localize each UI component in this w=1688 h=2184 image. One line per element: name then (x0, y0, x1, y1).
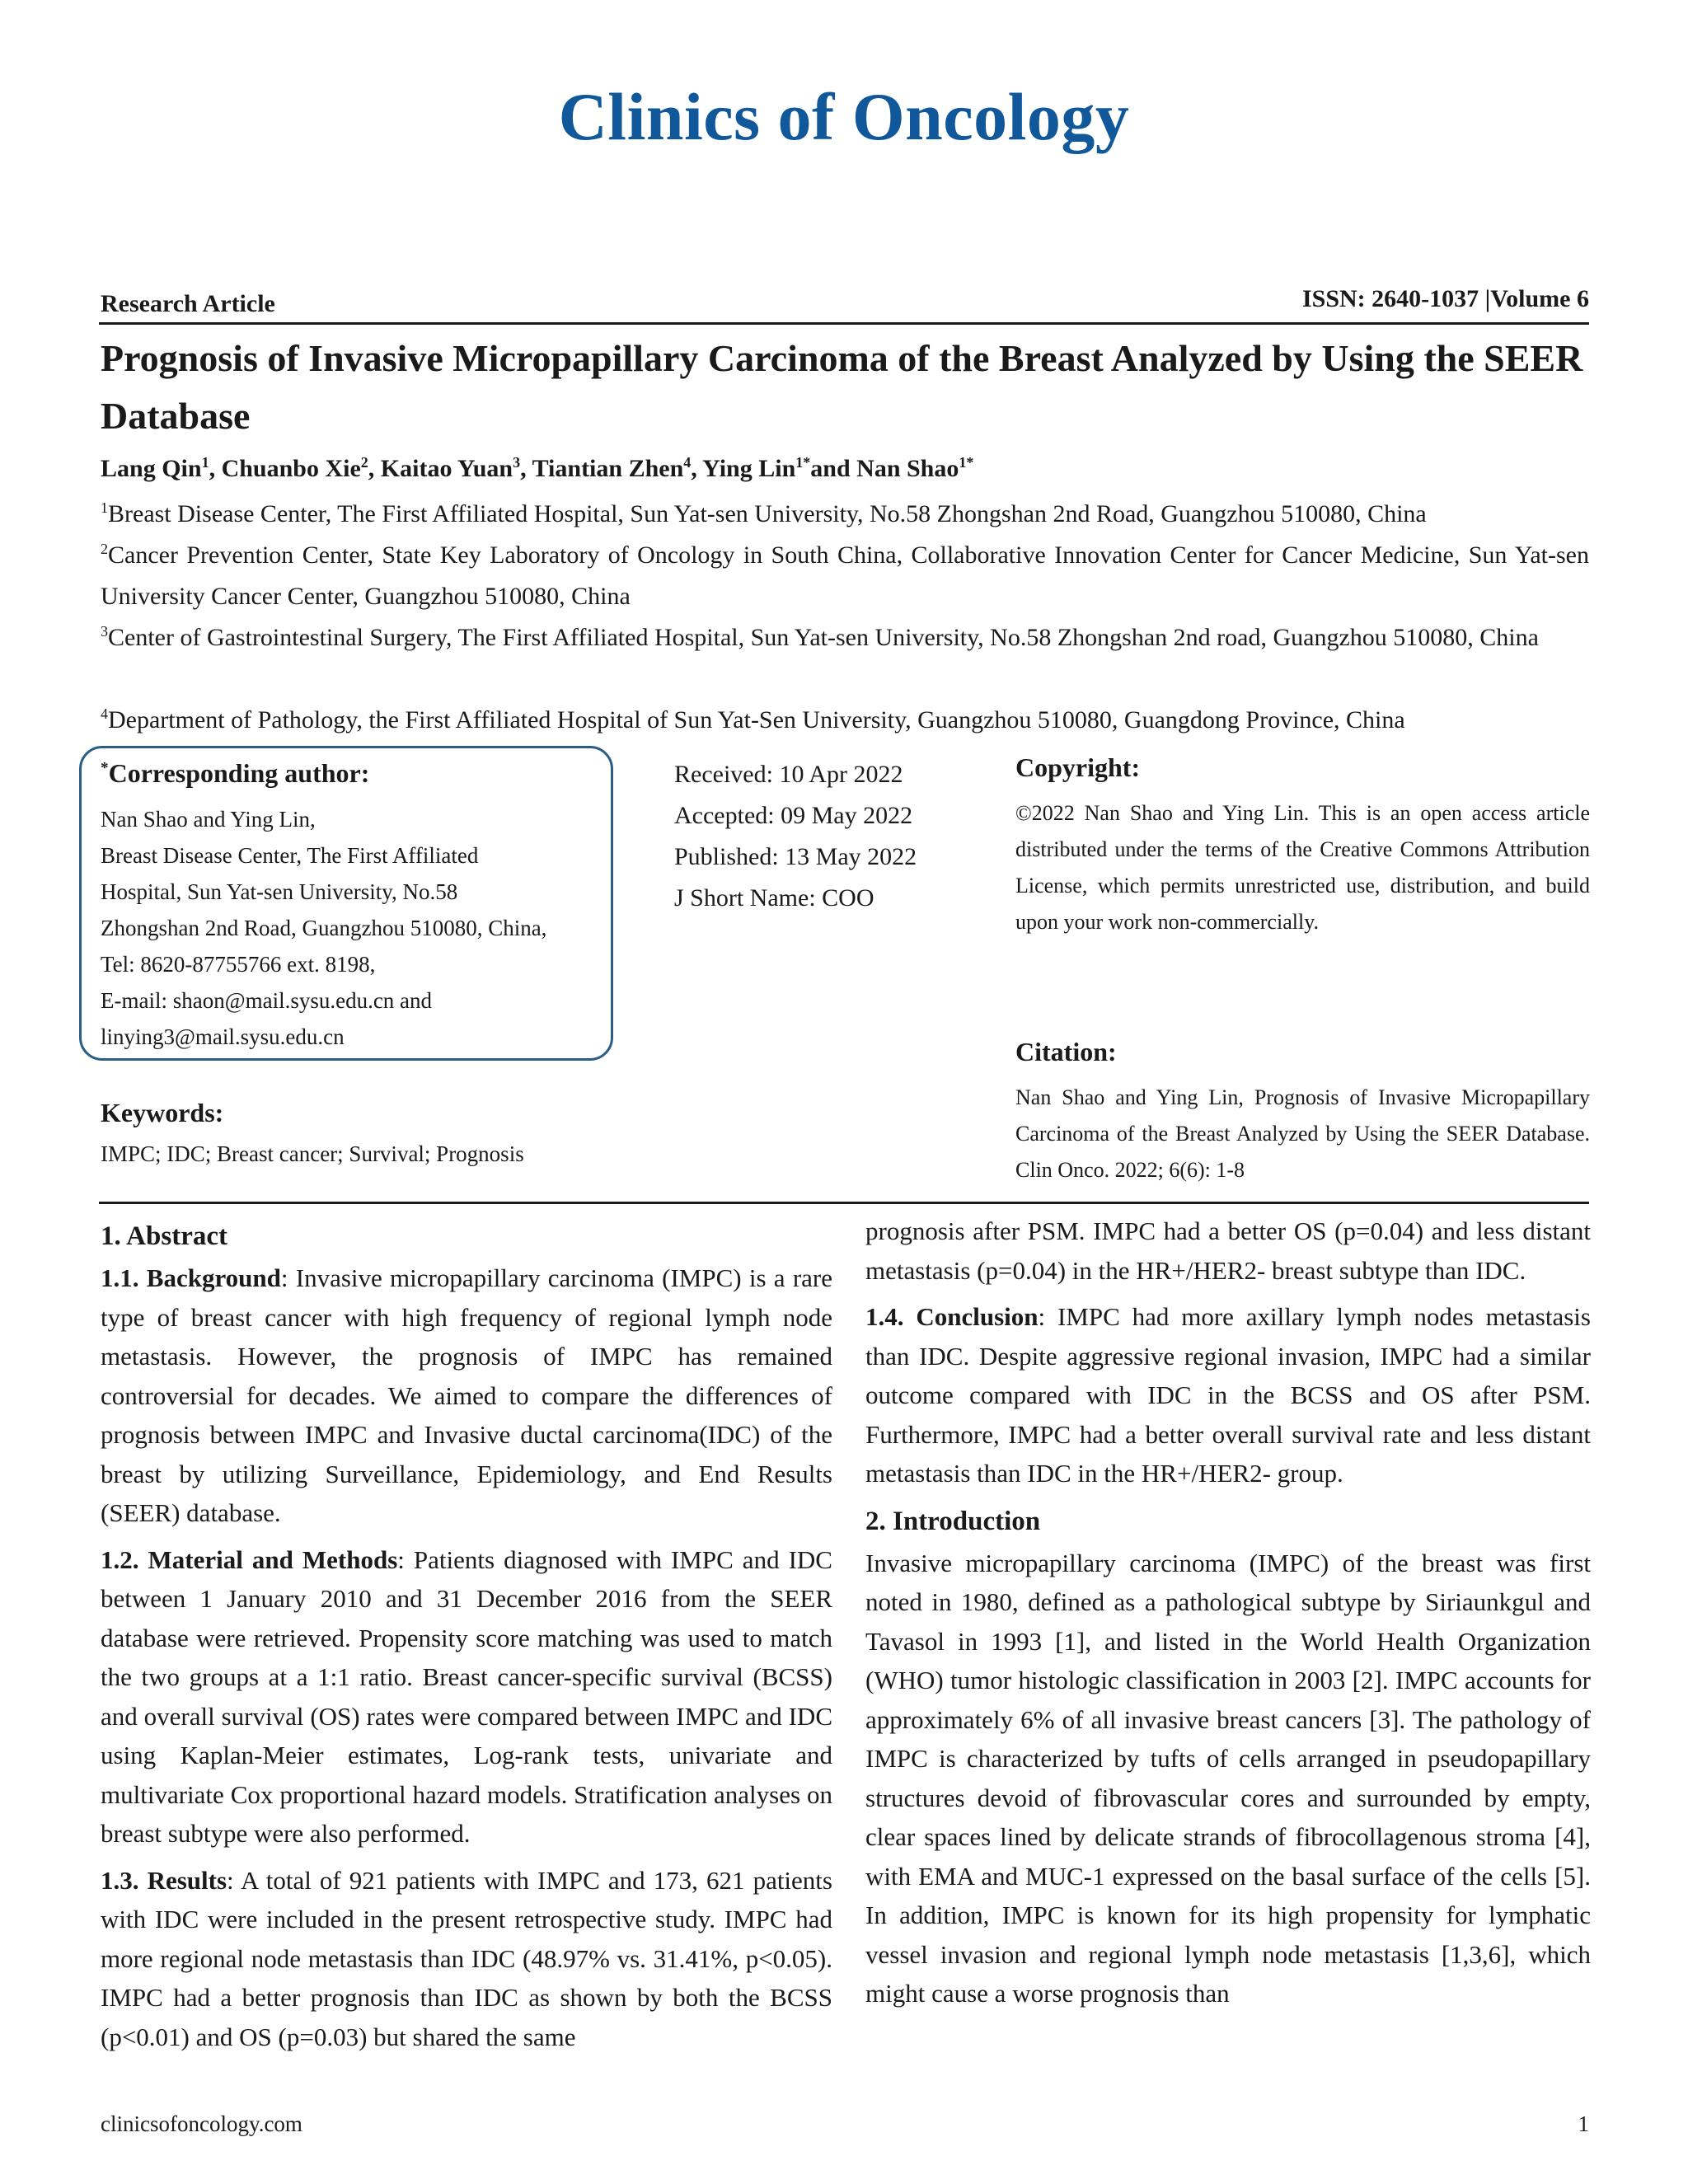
abstract-results: 1.3. Results: A total of 921 patients with IMPC and 173, 621 patients with IDC were included in the present retrospective study. IMPC had more regional node metastasis than IDC (48.97% vs. 31.41%, p<0.05). IMPC had a better prognosis than IDC as shown by both the BCSS (p<0.01) and OS (p=0.03) but shared the same (101, 1865, 832, 2051)
paper-title: Prognosis of Invasive Micropapillary Carcinoma of the Breast Analyzed by Using the SEER Database (101, 337, 1583, 437)
footer-website: clinicsofoncology.com (101, 2111, 302, 2136)
introduction-text: Invasive micropapillary carcinoma (IMPC) of the breast was first noted in 1980, defined as a pathological subtype by Siriaunkgul and Tavasol in 1993 [1], and listed in the World Health Organization (WHO) tumor histologic classification in 2003 [2]. IMPC accounts for approximately 6% of all invasive breast cancers [3]. The pathology of IMPC is characterized by tufts of cells arranged in pseudopapillary structures devoid of fibrovascular cores and surrounded by empty, clear spaces lined by delicate strands of fibrocollagenous stroma [4], with EMA and MUC-1 expressed on the basal surface of the cells [5]. In addition, IMPC is known for its high propensity for lymphatic vessel invasion and regional lymph node metastasis [1,3,6], which might cause a worse prognosis than (865, 1548, 1591, 2008)
introduction-heading: 2. Introduction (865, 1506, 1041, 1536)
abstract-conclusion: 1.4. Conclusion: IMPC had more axillary lymph nodes metastasis than IDC. Despite aggressive regional invasion, IMPC had a similar outcome compared with IDC in the BCSS and OS after PSM. Furthermore, IMPC had a better overall survival rate and less distant metastasis than IDC in the HR+/HER2- group. (865, 1302, 1591, 1488)
page-number: 1 (1578, 2111, 1589, 2136)
abstract-methods: 1.2. Material and Methods: Patients diagnosed with IMPC and IDC between 1 January 2010 and 31 December 2016 from the SEER database were retrieved. Propensity score matching was used to match the two groups at a 1:1 ratio. Breast cancer-specific survival (BCSS) and overall survival (OS) rates were compared between IMPC and IDC using Kaplan-Meier estimates, Log-rank tests, univariate and multivariate Cox proportional hazard models. Stratification analyses on breast subtype were also performed. (101, 1544, 832, 1848)
corresponding-line: Hospital, Sun Yat-sen University, No.58 (101, 879, 458, 904)
corresponding-line: Zhongshan 2nd Road, Guangzhou 510080, China, (101, 916, 547, 940)
affiliation: $^1$Breast Disease Center, The First Affiliated Hospital, Sun Yat-sen University, No.58 Zhongshan 2nd Road, Guangzhou 510080, China (101, 499, 1427, 527)
author: Tiantian Zhen$^4$, (532, 454, 703, 482)
keywords-text: IMPC; IDC; Breast cancer; Survival; Prognosis (101, 1141, 524, 1166)
left-column (101, 1216, 832, 2064)
article-type: Research Article (101, 290, 275, 317)
author: Chuanbo Xie$^2$, (221, 454, 381, 482)
citation-heading: Citation: (1015, 1037, 1117, 1066)
corresponding-email: linying3@mail.sysu.edu.cn (101, 1024, 345, 1049)
corresponding-line: Tel: 8620-87755766 ext. 8198, (101, 952, 376, 977)
journal-title: Clinics of Oncology (558, 79, 1130, 154)
issn-volume: ISSN: 2640-1037 |Volume 6 (1301, 285, 1589, 312)
copyright-heading: Copyright: (1015, 752, 1141, 782)
right-column (865, 1212, 1591, 2021)
affiliation: $^4$Department of Pathology, the First Affiliated Hospital of Sun Yat-Sen University, Guangzhou 510080, Guangdong Province, China (101, 705, 1405, 733)
author-list (101, 455, 973, 483)
citation-text: Nan Shao and Ying Lin, Prognosis of Invasive Micropapillary Carcinoma of the Breast Analyzed by Using the SEER Database. Clin Onco. 2022; 6(6): 1-8 (1015, 1085, 1590, 1182)
accepted-date: Accepted: 09 May 2022 (674, 802, 913, 829)
corresponding-line: Nan Shao and Ying Lin, (101, 807, 316, 832)
publication-dates (674, 754, 917, 919)
received-date: Received: 10 Apr 2022 (674, 761, 903, 788)
header-divider (99, 322, 1589, 325)
corresponding-author-heading: *Corresponding author: (101, 758, 370, 788)
author: Kaitao Yuan$^3$, (380, 454, 532, 482)
abstract-heading: 1. Abstract (101, 1221, 227, 1251)
journal-short-name: J Short Name: COO (674, 884, 874, 912)
keywords-heading: Keywords: (101, 1098, 224, 1127)
corresponding-author-details (101, 801, 546, 1055)
author: Lang Qin$^1$, (101, 454, 222, 482)
corresponding-email: E-mail: shaon@mail.sysu.edu.cn and (101, 988, 433, 1013)
affiliation: $^3$Center of Gastrointestinal Surgery, The First Affiliated Hospital, Sun Yat-sen University, No.58 Zhongshan 2nd road, Guangzhou 510080, China (101, 623, 1539, 651)
author: and Nan Shao$^{1*}$ (810, 454, 974, 482)
section-divider (99, 1202, 1589, 1204)
abstract-background: 1.1. Background: Invasive micropapillary carcinoma (IMPC) is a rare type of breast cancer with high frequency of regional lymph node metastasis. However, the prognosis of IMPC has remained controversial for decades. We aimed to compare the differences of prognosis between IMPC and Invasive ductal carcinoma(IDC) of the breast by utilizing Surveillance, Epidemiology, and End Results (SEER) database. (101, 1263, 832, 1527)
abstract-results-continued: prognosis after PSM. IMPC had a better OS (p=0.04) and less distant metastasis (p=0.04) in the HR+/HER2- breast subtype than IDC. (865, 1216, 1591, 1285)
corresponding-line: Breast Disease Center, The First Affiliated (101, 843, 479, 868)
affiliation: $^2$Cancer Prevention Center, State Key Laboratory of Oncology in South China, Collaborative Innovation Center for Cancer Medicine, Sun Yat-sen University Cancer Center, Guangzhou 510080, China (101, 541, 1589, 610)
copyright-text: ©2022 Nan Shao and Ying Lin. This is an open access article distributed under the terms of the Creative Commons Attribution License, which permits unrestricted use, distribution, and build upon your work non-commercially. (1015, 801, 1590, 934)
published-date: Published: 13 May 2022 (674, 843, 917, 870)
author: Ying Lin$^{1*}$ (702, 454, 811, 482)
